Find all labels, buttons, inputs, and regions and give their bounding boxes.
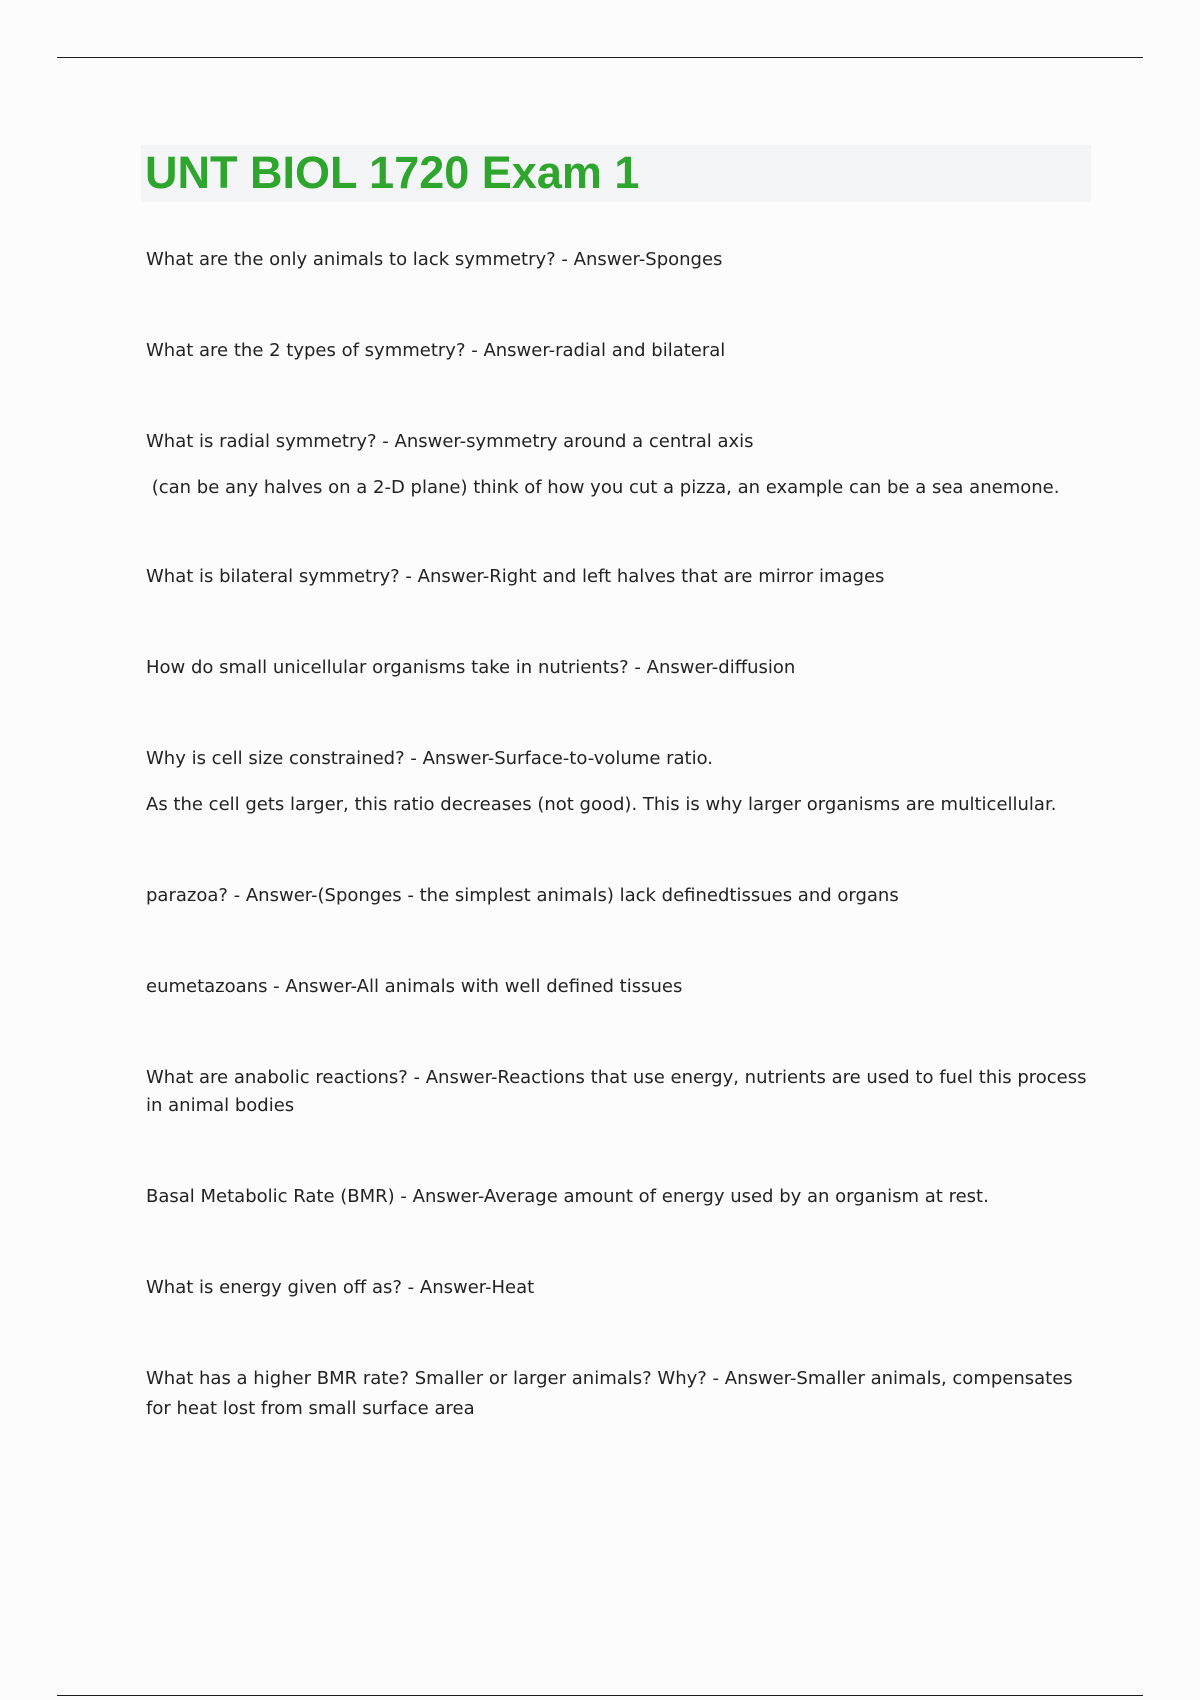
top-rule bbox=[57, 57, 1143, 58]
qa-line-bmr: Basal Metabolic Rate (BMR) - Answer-Average amount of energy used by an organism at rest. bbox=[146, 1186, 989, 1207]
qa-line-eumetazoans: eumetazoans - Answer-All animals with well defined tissues bbox=[146, 976, 683, 997]
qa-line-unicellular-nutrients: How do small unicellular organisms take in nutrients? - Answer-diffusion bbox=[146, 657, 796, 678]
qa-line-bilateral-symmetry: What is bilateral symmetry? - Answer-Right and left halves that are mirror images bbox=[146, 566, 885, 587]
qa-line-higher-bmr: What has a higher BMR rate? Smaller or larger animals? Why? - Answer-Smaller animals, compensates bbox=[146, 1368, 1073, 1389]
document-title: UNT BIOL 1720 Exam 1 bbox=[145, 147, 640, 198]
qa-line-anabolic-reactions: What are anabolic reactions? - Answer-Reactions that use energy, nutrients are used to fuel this process bbox=[146, 1067, 1087, 1088]
qa-line-higher-bmr-cont: for heat lost from small surface area bbox=[146, 1398, 475, 1419]
qa-line-cell-size-detail: As the cell gets larger, this ratio decreases (not good). This is why larger organisms are multicellular. bbox=[146, 794, 1057, 815]
qa-line-anabolic-reactions-cont: in animal bodies bbox=[146, 1095, 295, 1116]
qa-line-parazoa: parazoa? - Answer-(Sponges - the simplest animals) lack definedtissues and organs bbox=[146, 885, 899, 906]
qa-line-symmetry-types: What are the 2 types of symmetry? - Answer-radial and bilateral bbox=[146, 340, 726, 361]
qa-line-cell-size: Why is cell size constrained? - Answer-Surface-to-volume ratio. bbox=[146, 748, 714, 769]
qa-line-radial-symmetry-detail: (can be any halves on a 2-D plane) think of how you cut a pizza, an example can be a sea anemone. bbox=[146, 477, 1060, 498]
qa-line-symmetry-lack: What are the only animals to lack symmetry? - Answer-Sponges bbox=[146, 249, 723, 270]
qa-line-radial-symmetry: What is radial symmetry? - Answer-symmetry around a central axis bbox=[146, 431, 754, 452]
qa-line-energy-given-off: What is energy given off as? - Answer-Heat bbox=[146, 1277, 535, 1298]
bottom-rule bbox=[57, 1695, 1143, 1696]
